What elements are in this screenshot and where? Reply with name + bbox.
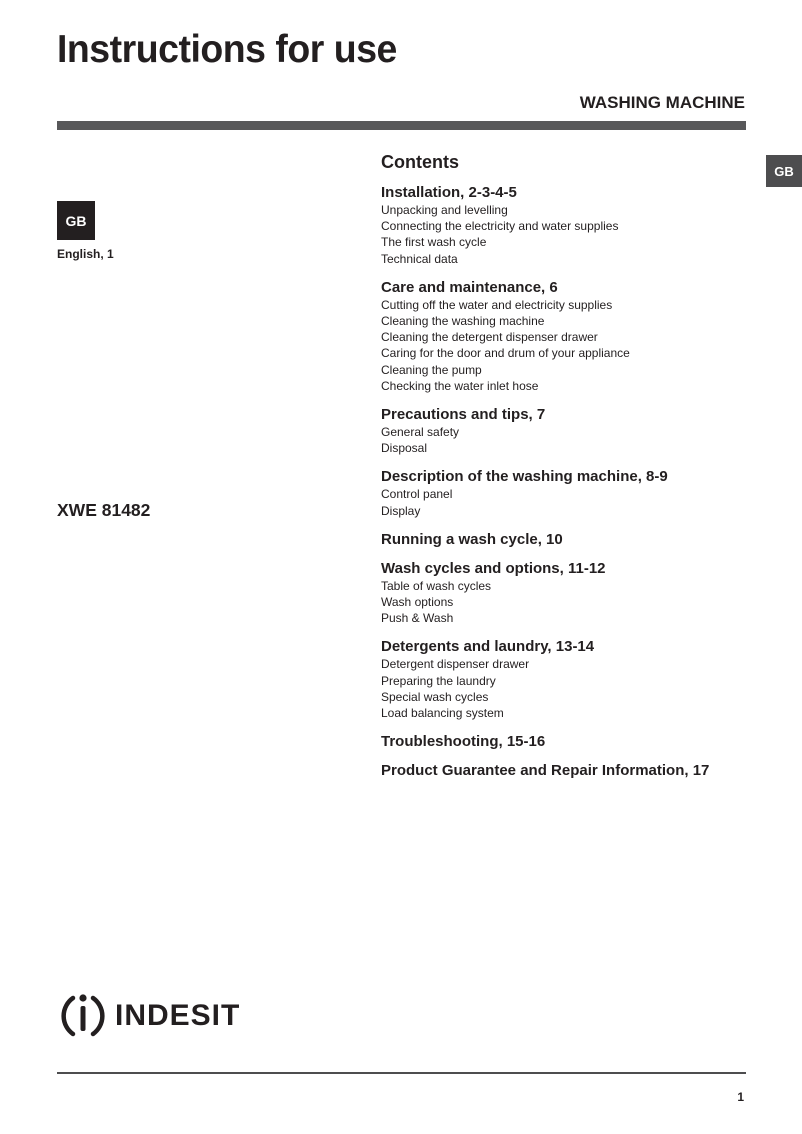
toc-item: Special wash cycles <box>381 689 489 704</box>
toc-item: Wash options <box>381 595 454 610</box>
toc-section <box>381 185 751 267</box>
toc-item: Push & Wash <box>381 611 454 626</box>
brand-name: INDESIT <box>115 999 241 1032</box>
toc-section-title: Troubleshooting, 15-16 <box>381 733 546 751</box>
language-side-tab: GB <box>766 155 802 187</box>
toc-item: Disposal <box>381 441 428 456</box>
toc-section <box>381 639 751 721</box>
toc-section <box>381 280 751 394</box>
toc-item: Cutting off the water and electricity supplies <box>381 297 613 312</box>
toc-section <box>381 407 751 456</box>
toc-section <box>381 763 751 779</box>
toc-item: Preparing the laundry <box>381 673 496 688</box>
toc-item: Checking the water inlet hose <box>381 378 539 393</box>
toc-item: Load balancing system <box>381 706 504 721</box>
toc-item: Detergent dispenser drawer <box>381 657 530 672</box>
toc-section <box>381 469 751 518</box>
page-number: 1 <box>737 1090 744 1104</box>
language-label: English, 1 <box>57 247 114 261</box>
toc-section-title: Installation, 2-3-4-5 <box>381 184 517 201</box>
toc-item: Caring for the door and drum of your appliance <box>381 346 630 361</box>
toc-section <box>381 561 751 627</box>
toc-item: Technical data <box>381 251 458 266</box>
toc-item: Cleaning the detergent dispenser drawer <box>381 330 598 345</box>
toc-section-title: Care and maintenance, 6 <box>381 278 558 296</box>
toc-item: Table of wash cycles <box>381 578 492 593</box>
brand-logo <box>57 990 240 1042</box>
toc-item: Connecting the electricity and water supplies <box>381 219 619 234</box>
toc-item: Display <box>381 503 421 518</box>
toc-section <box>381 532 751 548</box>
product-type: WASHING MACHINE <box>579 93 745 112</box>
toc-section-title: Running a wash cycle, 10 <box>381 530 563 548</box>
contents-heading: Contents <box>381 152 459 172</box>
toc-item: The first wash cycle <box>381 235 487 250</box>
toc-item: Control panel <box>381 487 453 502</box>
table-of-contents <box>381 151 751 792</box>
page-title: Instructions for use <box>57 28 397 71</box>
toc-item: Cleaning the washing machine <box>381 314 545 329</box>
toc-item: Unpacking and levelling <box>381 203 508 217</box>
model-number: XWE 81482 <box>57 500 151 520</box>
toc-section-title: Product Guarantee and Repair Information, 17 <box>381 762 710 780</box>
footer-divider <box>57 1072 746 1074</box>
toc-section-title: Detergents and laundry, 13-14 <box>381 638 595 656</box>
toc-section-title: Description of the washing machine, 8-9 <box>381 468 668 486</box>
toc-section-title: Precautions and tips, 7 <box>381 406 546 424</box>
header-divider <box>57 121 746 130</box>
indesit-i-logo-icon <box>57 990 109 1042</box>
toc-section-title: Wash cycles and options, 11-12 <box>381 559 606 577</box>
toc-item: Cleaning the pump <box>381 362 482 377</box>
language-badge: GB <box>57 201 95 240</box>
toc-section <box>381 734 751 750</box>
toc-item: General safety <box>381 425 460 440</box>
